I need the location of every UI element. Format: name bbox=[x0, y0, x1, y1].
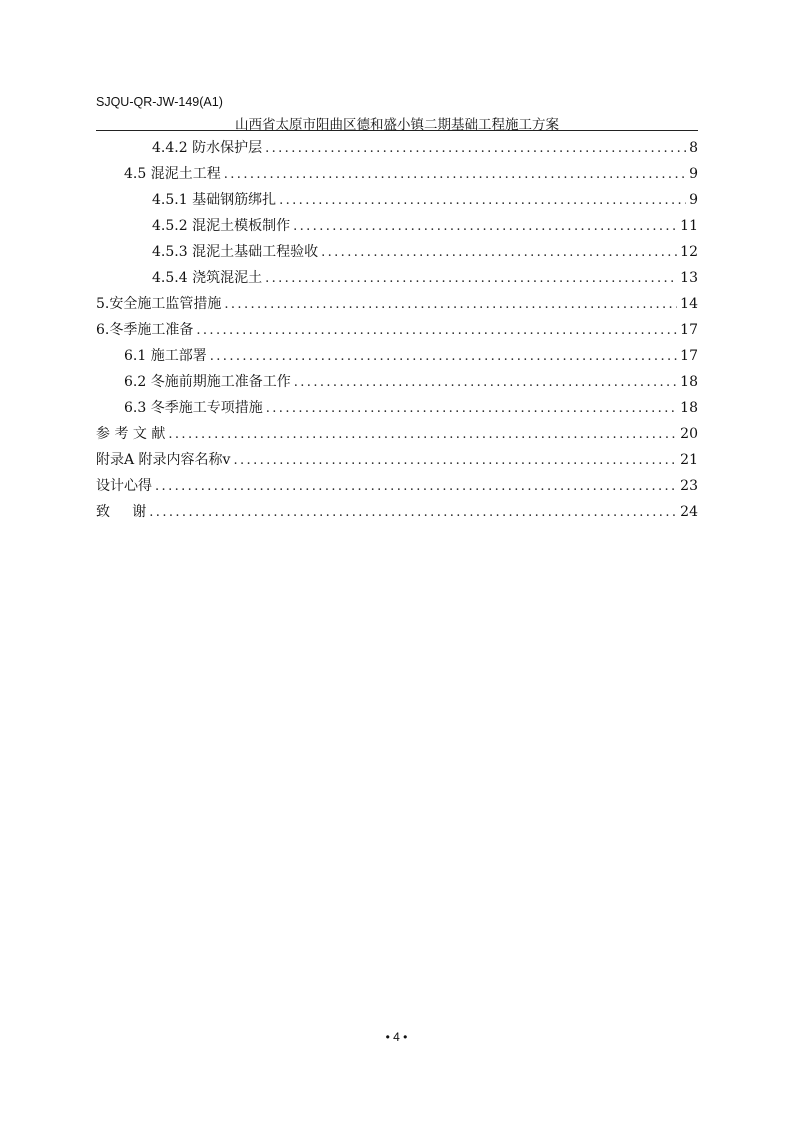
toc-entry[interactable] bbox=[96, 395, 698, 421]
toc-entry[interactable] bbox=[96, 421, 698, 447]
toc-entry-page: 18 bbox=[680, 374, 698, 390]
toc-entry-page: 17 bbox=[680, 322, 698, 338]
toc-entry-label: 6.2 冬施前期施工准备工作 bbox=[124, 374, 291, 390]
toc-leader-dots bbox=[294, 370, 677, 396]
toc-entry[interactable] bbox=[96, 187, 698, 213]
toc-entry-page: 9 bbox=[689, 192, 698, 208]
toc-entry-page: 14 bbox=[680, 296, 698, 312]
toc-leader-dots bbox=[321, 240, 677, 266]
toc-entry-label: 4.5.4 浇筑混泥土 bbox=[152, 270, 263, 286]
toc-entry-label: 6.冬季施工准备 bbox=[96, 322, 194, 338]
toc-entry[interactable] bbox=[96, 317, 698, 343]
toc-entry-label: 致 谢 bbox=[96, 504, 147, 520]
header-rule bbox=[96, 130, 698, 131]
toc-leader-dots bbox=[279, 188, 686, 214]
toc-entry-page: 20 bbox=[680, 426, 698, 442]
toc-leader-dots bbox=[266, 396, 677, 422]
document-header-title: 山西省太原市阳曲区德和盛小镇二期基础工程施工方案 bbox=[235, 117, 559, 133]
toc-entry-page: 12 bbox=[680, 244, 698, 260]
toc-entry-label: 4.5.3 混泥土基础工程验收 bbox=[152, 244, 319, 260]
toc-leader-dots bbox=[265, 266, 677, 292]
toc-entry-label: 设计心得 bbox=[96, 478, 152, 494]
toc-entry-label: 4.5.1 基础钢筋绑扎 bbox=[152, 192, 277, 208]
toc-entry-label: 6.3 冬季施工专项措施 bbox=[124, 400, 263, 416]
toc-leader-dots bbox=[293, 214, 677, 240]
table-of-contents bbox=[96, 135, 698, 525]
page-number: • 4 • bbox=[385, 1030, 408, 1044]
toc-entry-label: 附录A 附录内容名称v bbox=[96, 452, 231, 468]
toc-entry[interactable] bbox=[96, 213, 698, 239]
toc-entry-page: 21 bbox=[680, 452, 698, 468]
toc-leader-dots bbox=[168, 422, 677, 448]
toc-leader-dots bbox=[224, 292, 677, 318]
toc-entry-page: 13 bbox=[680, 270, 698, 286]
toc-entry[interactable] bbox=[96, 499, 698, 525]
toc-entry[interactable] bbox=[96, 135, 698, 161]
toc-entry[interactable] bbox=[96, 161, 698, 187]
toc-leader-dots bbox=[265, 136, 686, 162]
toc-entry-page: 23 bbox=[680, 478, 698, 494]
toc-leader-dots bbox=[224, 162, 686, 188]
toc-leader-dots bbox=[196, 318, 677, 344]
toc-entry[interactable] bbox=[96, 473, 698, 499]
document-code: SJQU-QR-JW-149(A1) bbox=[96, 95, 223, 109]
toc-entry-label: 4.5.2 混泥土模板制作 bbox=[152, 218, 291, 234]
toc-entry-label: 5.安全施工监管措施 bbox=[96, 296, 222, 312]
toc-entry-page: 24 bbox=[680, 504, 698, 520]
toc-entry[interactable] bbox=[96, 291, 698, 317]
toc-entry-label: 6.1 施工部署 bbox=[124, 348, 207, 364]
toc-entry-page: 18 bbox=[680, 400, 698, 416]
toc-leader-dots bbox=[210, 344, 677, 370]
toc-entry-page: 8 bbox=[689, 140, 698, 156]
toc-entry[interactable] bbox=[96, 447, 698, 473]
toc-entry-page: 9 bbox=[689, 166, 698, 182]
toc-entry-page: 11 bbox=[680, 218, 698, 234]
toc-entry-label: 4.5 混泥土工程 bbox=[124, 166, 221, 182]
toc-entry-page: 17 bbox=[680, 348, 698, 364]
toc-leader-dots bbox=[155, 474, 677, 500]
toc-entry[interactable] bbox=[96, 265, 698, 291]
toc-leader-dots bbox=[233, 448, 677, 474]
toc-entry[interactable] bbox=[96, 239, 698, 265]
toc-entry-label: 参 考 文 献 bbox=[96, 426, 166, 442]
toc-leader-dots bbox=[149, 500, 677, 526]
toc-entry[interactable] bbox=[96, 369, 698, 395]
toc-entry-label: 4.4.2 防水保护层 bbox=[152, 140, 263, 156]
toc-entry[interactable] bbox=[96, 343, 698, 369]
